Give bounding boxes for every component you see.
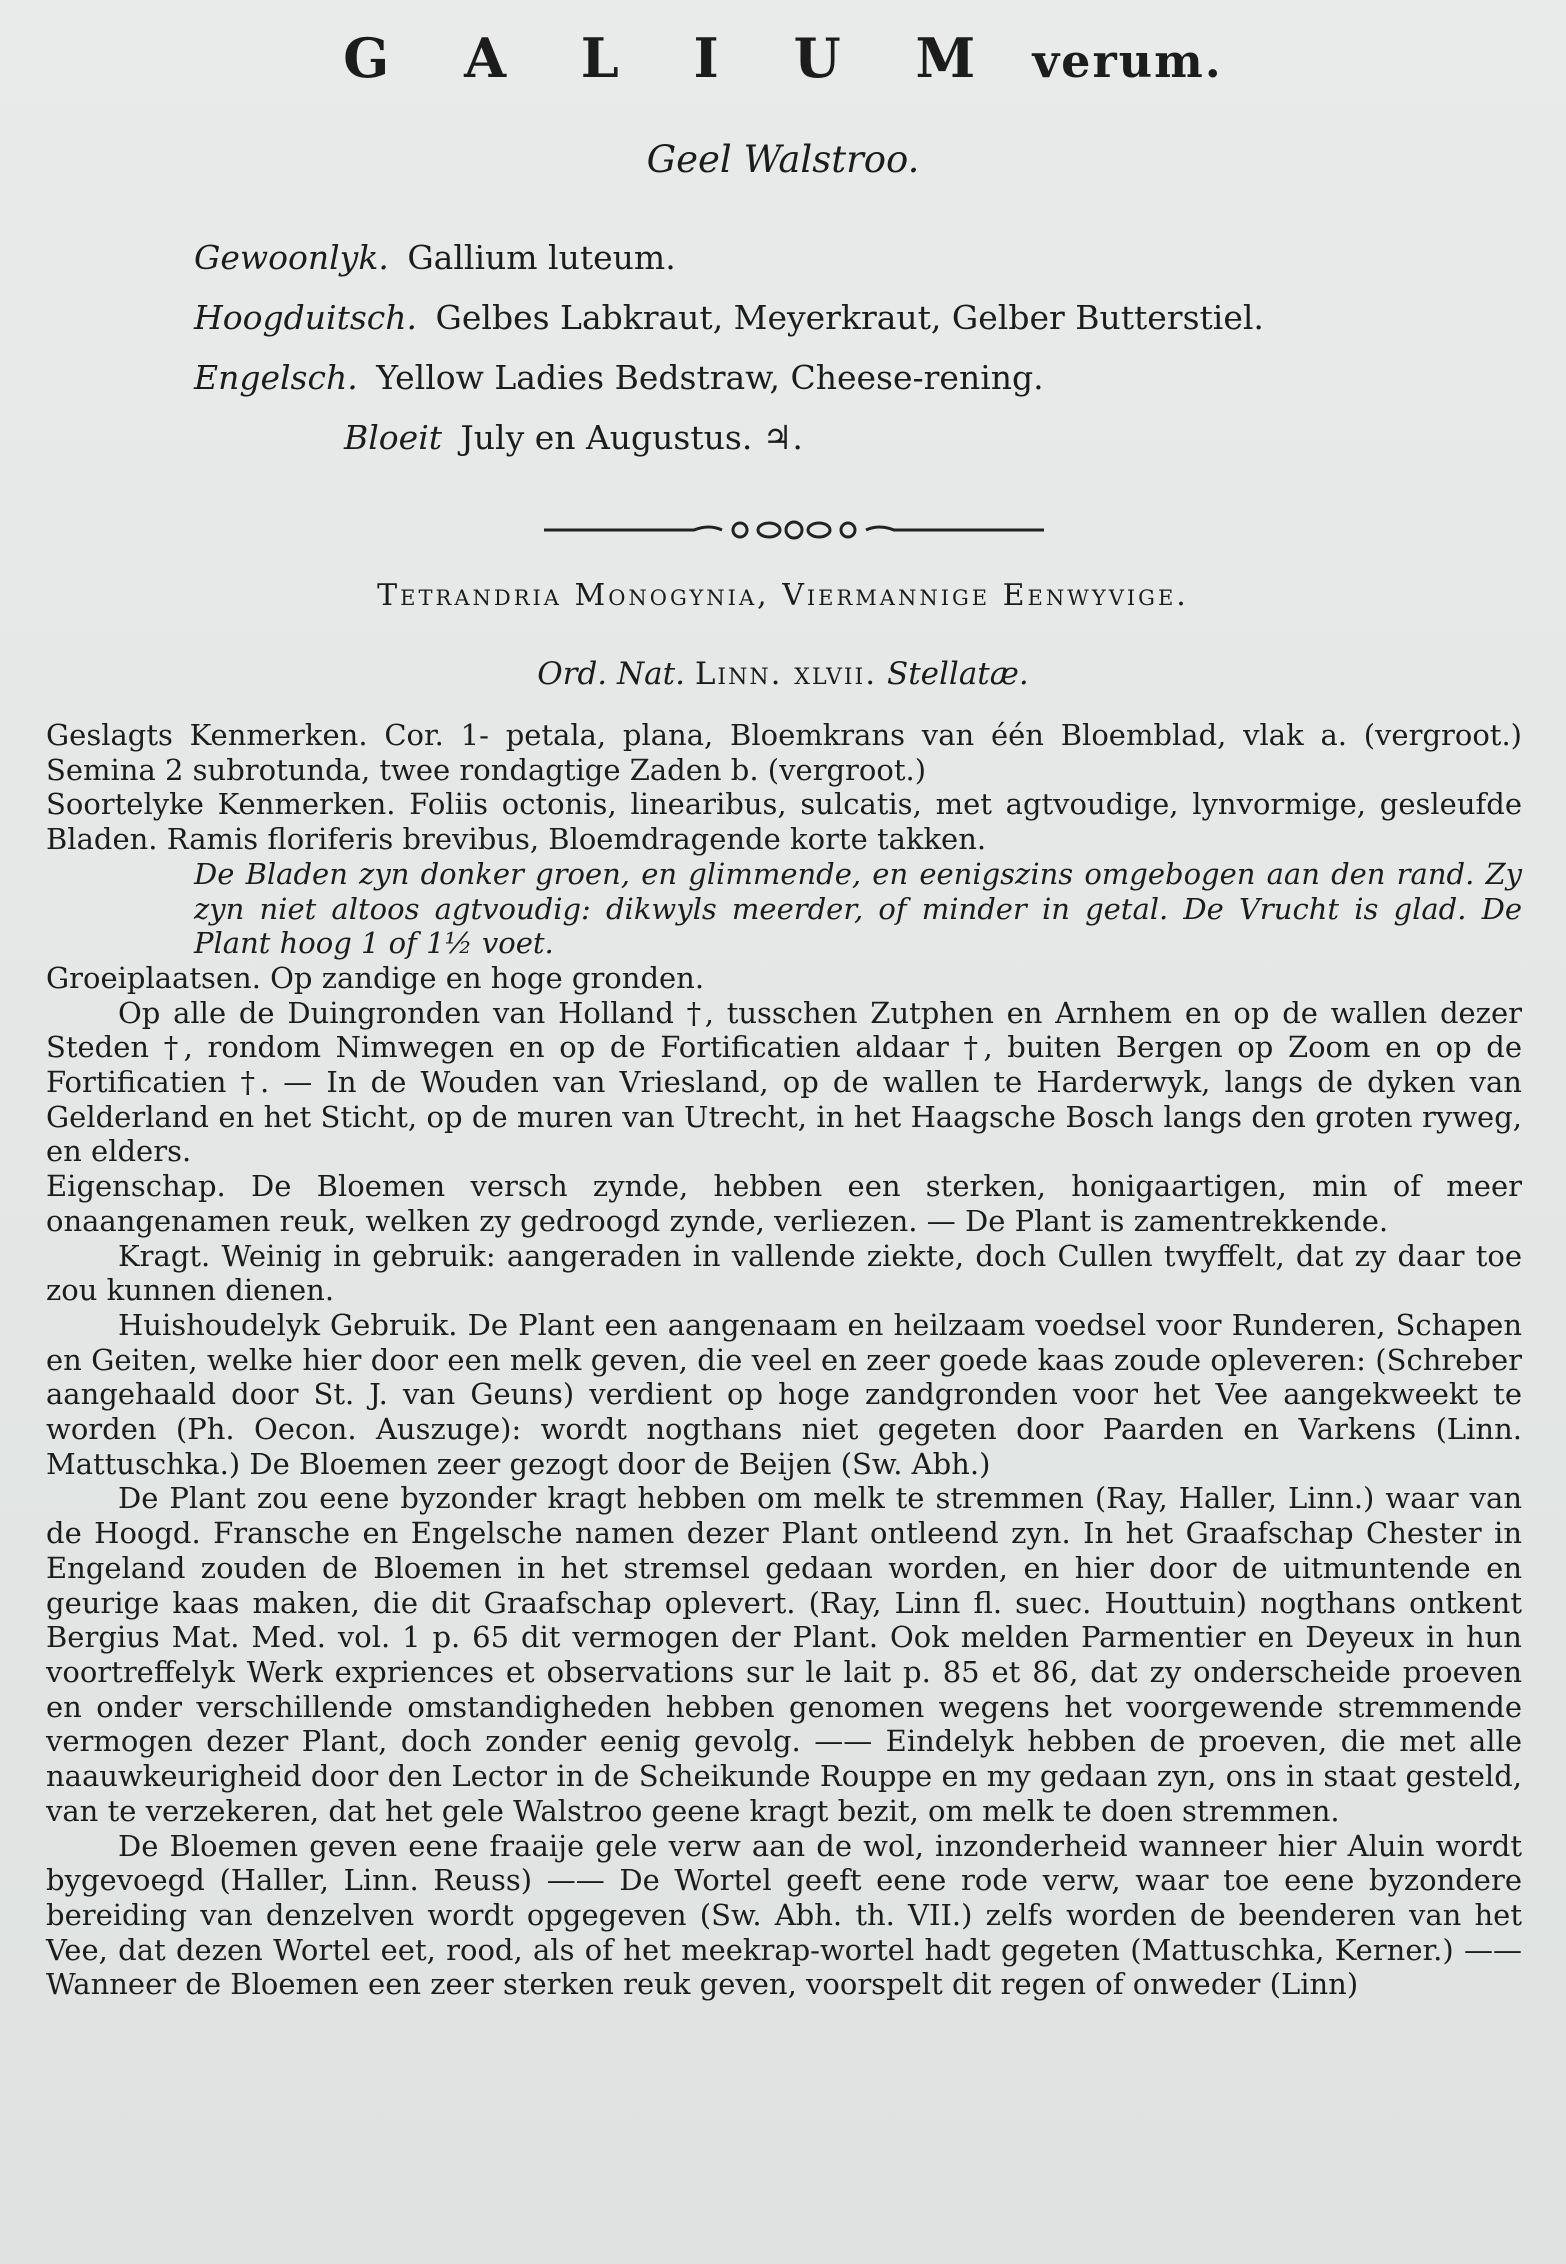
genus-name: G A L I U M [343,26,1004,90]
classification-heading: Tetrandria Monogynia, Viermannige Eenwyvige. [377,578,1189,613]
name-value: Gallium luteum. [407,238,676,277]
paragraph-milk-curdling: De Plant zou eene byzonder kragt hebben om melk te stremmen (Ray, Haller, Linn.) waar van de Hoogd. Fransche en Engelsche namen dezer Plant ontleend zyn. In het Graafschap Chester in Engeland zouden de Bloemen in het stremsel gedaan worden, en hier door de uitmuntende en geurige kaas maken, die dit Graafschap oplevert. (Ray, Linn fl. suec. Houttuin) nogthans ontkent Bergius Mat. Med. vol. 1 p. 65 dit vermogen der Plant. Ook melden Parmentier en Deyeux in hun voortreffelyk Werk expriences et observations sur le lait p. 85 et 86, dat zy onderscheide proeven en onder verschillende omstandigheden hebben genomen wegens het voorgewende stremmende vermogen dezer Plant, doch zonder eenig gevolg. —— Eindelyk hebben de proeven, die met alle naauwkeurigheid door den Lector in de Scheikunde Rouppe en my gedaan zyn, ons in staat gesteld, van te verzekeren, dat het gele Walstroo geene kragt bezit, om melk te doen stremmen. [46,1481,1522,1828]
common-name: Geel Walstroo. [646,138,920,181]
paragraph-strength: Kragt. Weinig in gebruik: aangeraden in vallende ziekte, doch Cullen twyffelt, dat zy daar toe zou kunnen dienen. [46,1238,1522,1308]
page-title [0,26,1566,90]
description-body [46,718,1522,2002]
species-name: verum. [1032,34,1223,88]
ornament-divider [544,510,1044,550]
name-label: Hoogduitsch. [194,298,417,337]
paragraph-genus-characters: Geslagts Kenmerken. Cor. 1- petala, plana, Bloemkrans van één Bloemblad, vlak a. (vergroot.) Semina 2 subrotunda, twee rondagtige Zaden b. (vergroot.) [46,718,1522,787]
name-row-english [194,348,1394,408]
name-value: Gelbes Labkraut, Meyerkraut, Gelber Butterstiel. [435,298,1264,337]
paragraph-household-use: Huishoudelyk Gebruik. De Plant een aangenaam en heilzaam voedsel voor Runderen, Schapen en Geiten, welke hier door een melk geven, die veel en zeer goede kaas zoude opleveren: (Schreber aangehaald door St. J. van Geuns) verdient op hoge zandgronden voor het Vee aangekweekt te worden (Ph. Oecon. Auszuge): wordt nogthans niet gegeten door Paarden en Varkens (Linn. Mattuschka.) De Bloemen zeer gezogt door de Beijen (Sw. Abh.) [46,1307,1522,1481]
name-value: July en Augustus. ♃. [460,418,803,457]
paragraph-habitat-heading: Groeiplaatsen. Op zandige en hoge gronden. [46,960,705,995]
paragraph-species-characters: Soortelyke Kenmerken. Foliis octonis, linearibus, sulcatis, met agtvoudige, lynvormige, gesleufde Bladen. Ramis floriferis brevibus, Bloemdragende korte takken. [46,787,1522,857]
name-label: Gewoonlyk. [194,238,389,277]
name-row-common [194,228,1394,288]
natural-order [0,656,1566,692]
paragraph-habitat: Op alle de Duingronden van Holland †, tusschen Zutphen en Arnhem en op de wallen dezer Steden †, rondom Nimwegen en op de Fortificatien aldaar †, buiten Bergen op Zoom en op de Fortificatien †. — In de Wouden van Vriesland, op de wallen te Harderwyk, langs de dyken van Gelderland en het Sticht, op de muren van Utrecht, in het Haagsche Bosch langs den groten ryweg, en elders. [46,995,1522,1169]
order-linn: Linn. xlvii. [694,656,878,692]
name-label: Bloeit [344,418,443,457]
vernacular-names [194,228,1394,468]
name-row-bloom [194,408,1394,468]
paragraph-properties: Eigenschap. De Bloemen versch zynde, hebben een sterken, honigaartigen, min of meer onaangenamen reuk, welken zy gedroogd zynde, verliezen. — De Plant is zamentrekkende. [46,1169,1522,1238]
order-name: Stellatæ. [886,656,1029,692]
paragraph-leaf-note: De Bladen zyn donker groen, en glimmende, en eenigszins omgebogen aan den rand. Zy zyn niet altoos agtvoudig: dikwyls meerder, of minder in getal. De Vrucht is glad. De Plant hoog 1 of 1½ voet. [194,856,1522,961]
name-label: Engelsch. [194,358,358,397]
paragraph-dye: De Bloemen geven eene fraaije gele verw aan de wol, inzonderheid wanneer hier Aluin wordt bygevoegd (Haller, Linn. Reuss) —— De Wortel geeft eene rode verw, waar toe eene byzondere bereiding van denzelven wordt opgegeven (Sw. Abh. th. VII.) zelfs worden de beenderen van het Vee, dat dezen Wortel eet, rood, als of het meekrap-wortel hadt gegeten (Mattuschka, Kerner.) —— Wanneer de Bloemen een zeer sterken reuk geven, voorspelt dit regen of onweder (Linn) [46,1828,1522,2002]
name-value: Yellow Ladies Bedstraw, Cheese-rening. [376,358,1044,397]
name-row-german [194,288,1394,348]
order-prefix: Ord. Nat. [537,656,685,692]
